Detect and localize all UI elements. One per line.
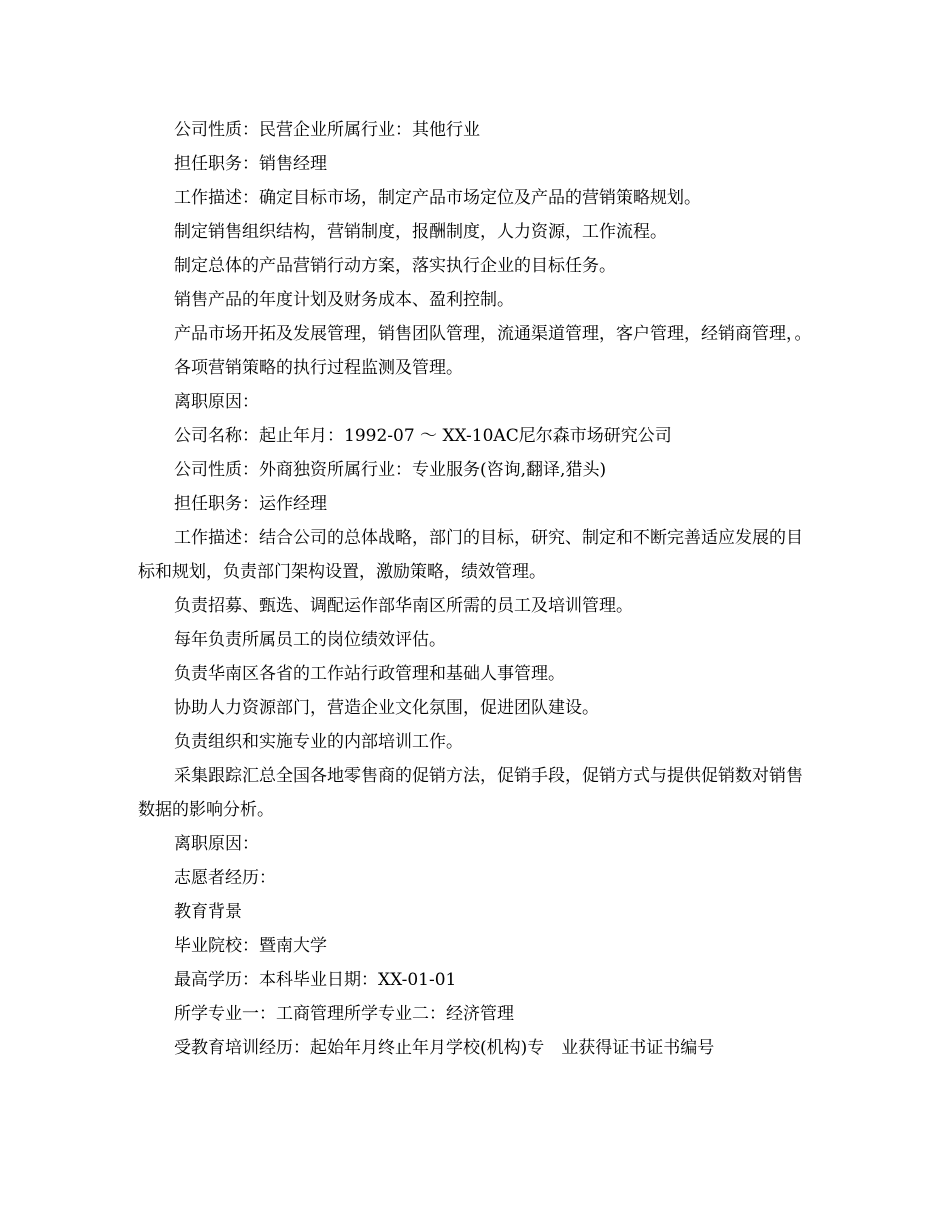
paragraph: 离职原因： bbox=[174, 834, 259, 854]
paragraph: 最高学历：本科毕业日期：XX-01-01 bbox=[174, 970, 457, 990]
paragraph: 工作描述：确定目标市场，制定产品市场定位及产品的营销策略规划。 bbox=[174, 188, 701, 208]
paragraph: 产品市场开拓及发展管理，销售团队管理，流通渠道管理，客户管理，经销商管理，。 bbox=[174, 324, 812, 344]
paragraph: 担任职务：运作经理 bbox=[174, 494, 327, 514]
paragraph: 毕业院校：暨南大学 bbox=[174, 936, 327, 956]
paragraph: 工作描述：结合公司的总体战略，部门的目标，研究、制定和不断完善适应发展的目标和规划，负责部门架构设置，激励策略，绩效管理。 bbox=[138, 528, 803, 582]
paragraph: 制定总体的产品营销行动方案，落实执行企业的目标任务。 bbox=[174, 256, 616, 276]
paragraph: 志愿者经历： bbox=[174, 868, 276, 888]
paragraph: 每年负责所属员工的岗位绩效评估。 bbox=[174, 630, 446, 650]
paragraph: 各项营销策略的执行过程监测及管理。 bbox=[174, 358, 463, 378]
paragraph: 制定销售组织结构，营销制度，报酬制度，人力资源，工作流程。 bbox=[174, 222, 667, 242]
paragraph: 负责组织和实施专业的内部培训工作。 bbox=[174, 732, 463, 752]
section-heading: 教育背景 bbox=[174, 902, 242, 922]
paragraph: 负责招募、甄选、调配运作部华南区所需的员工及培训管理。 bbox=[174, 596, 633, 616]
paragraph: 受教育培训经历：起始年月终止年月学校(机构)专 业获得证书证书编号 bbox=[174, 1038, 715, 1058]
paragraph: 协助人力资源部门，营造企业文化氛围，促进团队建设。 bbox=[174, 698, 599, 718]
paragraph: 采集跟踪汇总全国各地零售商的促销方法，促销手段，促销方式与提供促销数对销售数据的影响分析。 bbox=[138, 766, 803, 820]
document-body bbox=[138, 113, 814, 1065]
paragraph: 公司性质：民营企业所属行业：其他行业 bbox=[174, 120, 480, 140]
paragraph: 离职原因： bbox=[174, 392, 259, 412]
paragraph: 担任职务：销售经理 bbox=[174, 154, 327, 174]
paragraph: 公司性质：外商独资所属行业：专业服务(咨询,翻译,猎头) bbox=[174, 460, 607, 480]
paragraph: 所学专业一：工商管理所学专业二：经济管理 bbox=[174, 1004, 514, 1024]
paragraph: 销售产品的年度计划及财务成本、盈利控制。 bbox=[174, 290, 514, 310]
paragraph: 负责华南区各省的工作站行政管理和基础人事管理。 bbox=[174, 664, 565, 684]
paragraph: 公司名称：起止年月：1992-07 ～ XX-10AC尼尔森市场研究公司 bbox=[174, 426, 672, 446]
